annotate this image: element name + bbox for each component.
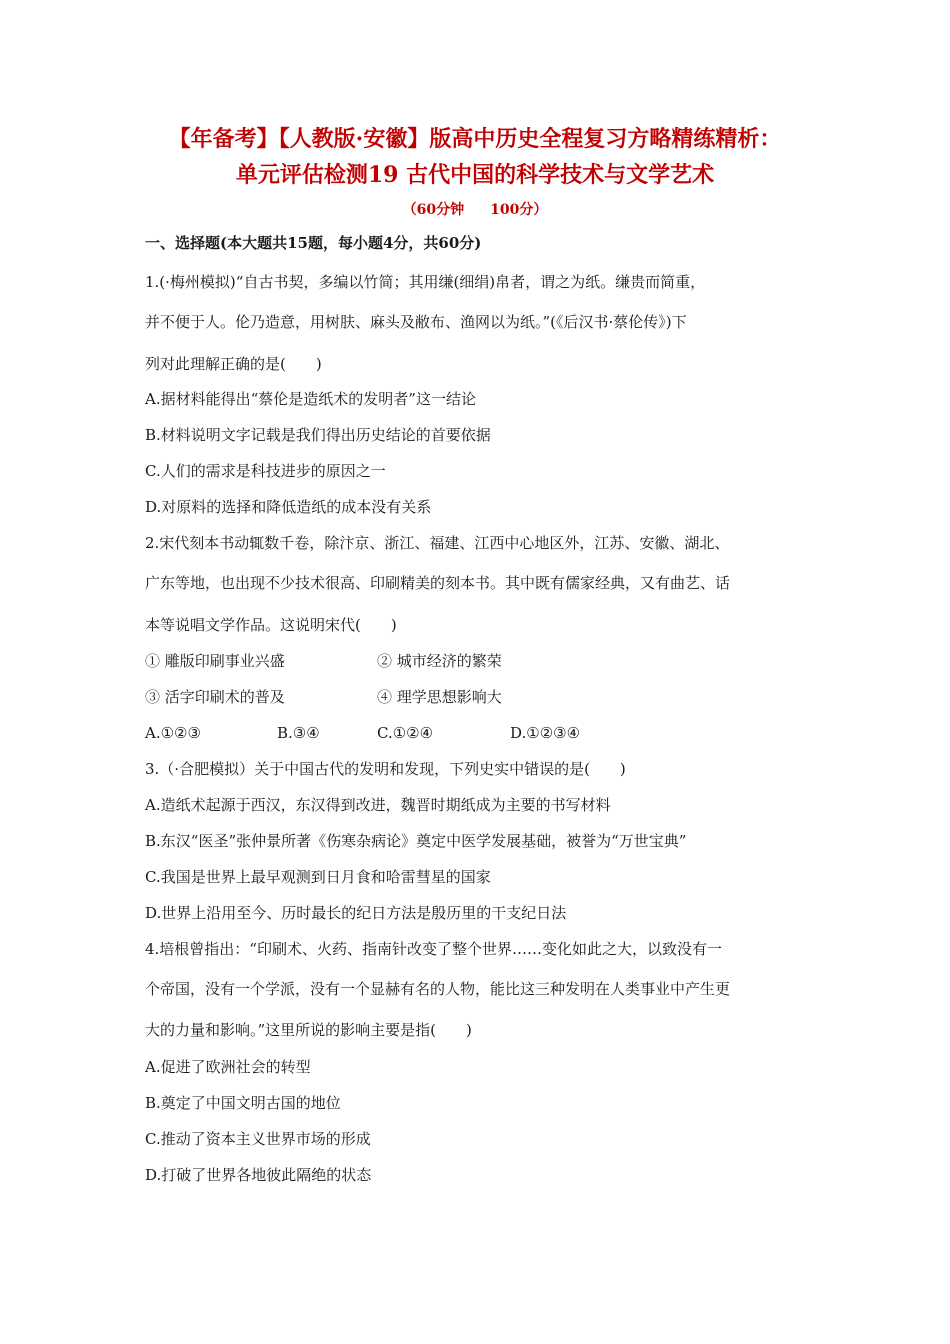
q2-stem-line1: 2.宋代刻本书动辄数千卷，除汴京、浙江、福建、江西中心地区外，江苏、安徽、湖北、 [145, 534, 730, 552]
q2-stem-line3: 本等说唱文学作品。这说明宋代( ) [145, 616, 397, 634]
q4-stem-line3: 大的力量和影响。”这里所说的影响主要是指( ) [145, 1021, 472, 1039]
q4-option-c: C.推动了资本主义世界市场的形成 [145, 1130, 371, 1148]
q1-stem-line2: 并不便于人。伦乃造意，用树肤、麻头及敝布、渔网以为纸。”(《后汉书·蔡伦传》)下 [145, 313, 687, 331]
document-title-line2: 单元评估检测19 古代中国的科学技术与文学艺术 [235, 162, 715, 188]
q3-option-d: D.世界上沿用至今、历时最长的纪日方法是殷历里的干支纪日法 [145, 904, 567, 922]
q1-option-a: A.据材料能得出“蔡伦是造纸术的发明者”这一结论 [145, 390, 476, 408]
exam-score: 100分） [490, 202, 548, 218]
q3-option-b: B.东汉“医圣”张仲景所著《伤寒杂病论》奠定中医学发展基础，被誉为“万世宝典” [145, 832, 687, 850]
q2-item-3: ③ 活字印刷术的普及 [145, 688, 285, 706]
q2-options-row [145, 722, 580, 744]
exam-info [0, 200, 950, 220]
q2-option-d: D.①②③④ [510, 724, 581, 742]
q4-option-b: B.奠定了中国文明古国的地位 [145, 1094, 341, 1112]
q2-items-row1 [145, 650, 502, 672]
q4-stem-line2: 个帝国，没有一个学派，没有一个显赫有名的人物，能比这三种发明在人类事业中产生更 [145, 980, 731, 998]
q3-option-a: A.造纸术起源于西汉，东汉得到改进，魏晋时期纸成为主要的书写材料 [145, 796, 611, 814]
q2-item-4: ④ 理学思想影响大 [377, 688, 502, 706]
q4-option-d: D.打破了世界各地彼此隔绝的状态 [145, 1166, 372, 1184]
q2-option-b: B.③④ [277, 724, 320, 742]
exam-time: （60分钟 [402, 202, 465, 218]
q4-stem-line1: 4.培根曾指出：“印刷术、火药、指南针改变了整个世界……变化如此之大，以致没有一 [145, 940, 722, 958]
q3-option-c: C.我国是世界上最早观测到日月食和哈雷彗星的国家 [145, 868, 491, 886]
q1-stem-line1: 1.(·梅州模拟)“自古书契，多编以竹简；其用缣(细绢)帛者，谓之为纸。缣贵而简重， [145, 273, 706, 291]
q1-option-d: D.对原料的选择和降低造纸的成本没有关系 [145, 498, 432, 516]
q2-option-a: A.①②③ [145, 724, 201, 742]
q1-option-b: B.材料说明文字记载是我们得出历史结论的首要依据 [145, 426, 491, 444]
q2-item-1: ① 雕版印刷事业兴盛 [145, 652, 285, 670]
q2-item-2: ② 城市经济的繁荣 [377, 652, 502, 670]
q1-option-c: C.人们的需求是科技进步的原因之一 [145, 462, 386, 480]
q2-items-row2 [145, 686, 502, 708]
q2-stem-line2: 广东等地，也出现不少技术很高、印刷精美的刻本书。其中既有儒家经典，又有曲艺、话 [145, 574, 731, 592]
section-heading: 一、选择题(本大题共15题，每小题4分，共60分) [145, 234, 482, 252]
q2-option-c: C.①②④ [377, 724, 434, 742]
q3-stem: 3.（·合肥模拟）关于中国古代的发明和发现，下列史实中错误的是( ) [145, 760, 626, 778]
q1-stem-line3: 列对此理解正确的是( ) [145, 355, 322, 373]
document-title-line1: 【年备考】【人教版·安徽】版高中历史全程复习方略精练精析： [168, 126, 782, 152]
q4-option-a: A.促进了欧洲社会的转型 [145, 1058, 311, 1076]
